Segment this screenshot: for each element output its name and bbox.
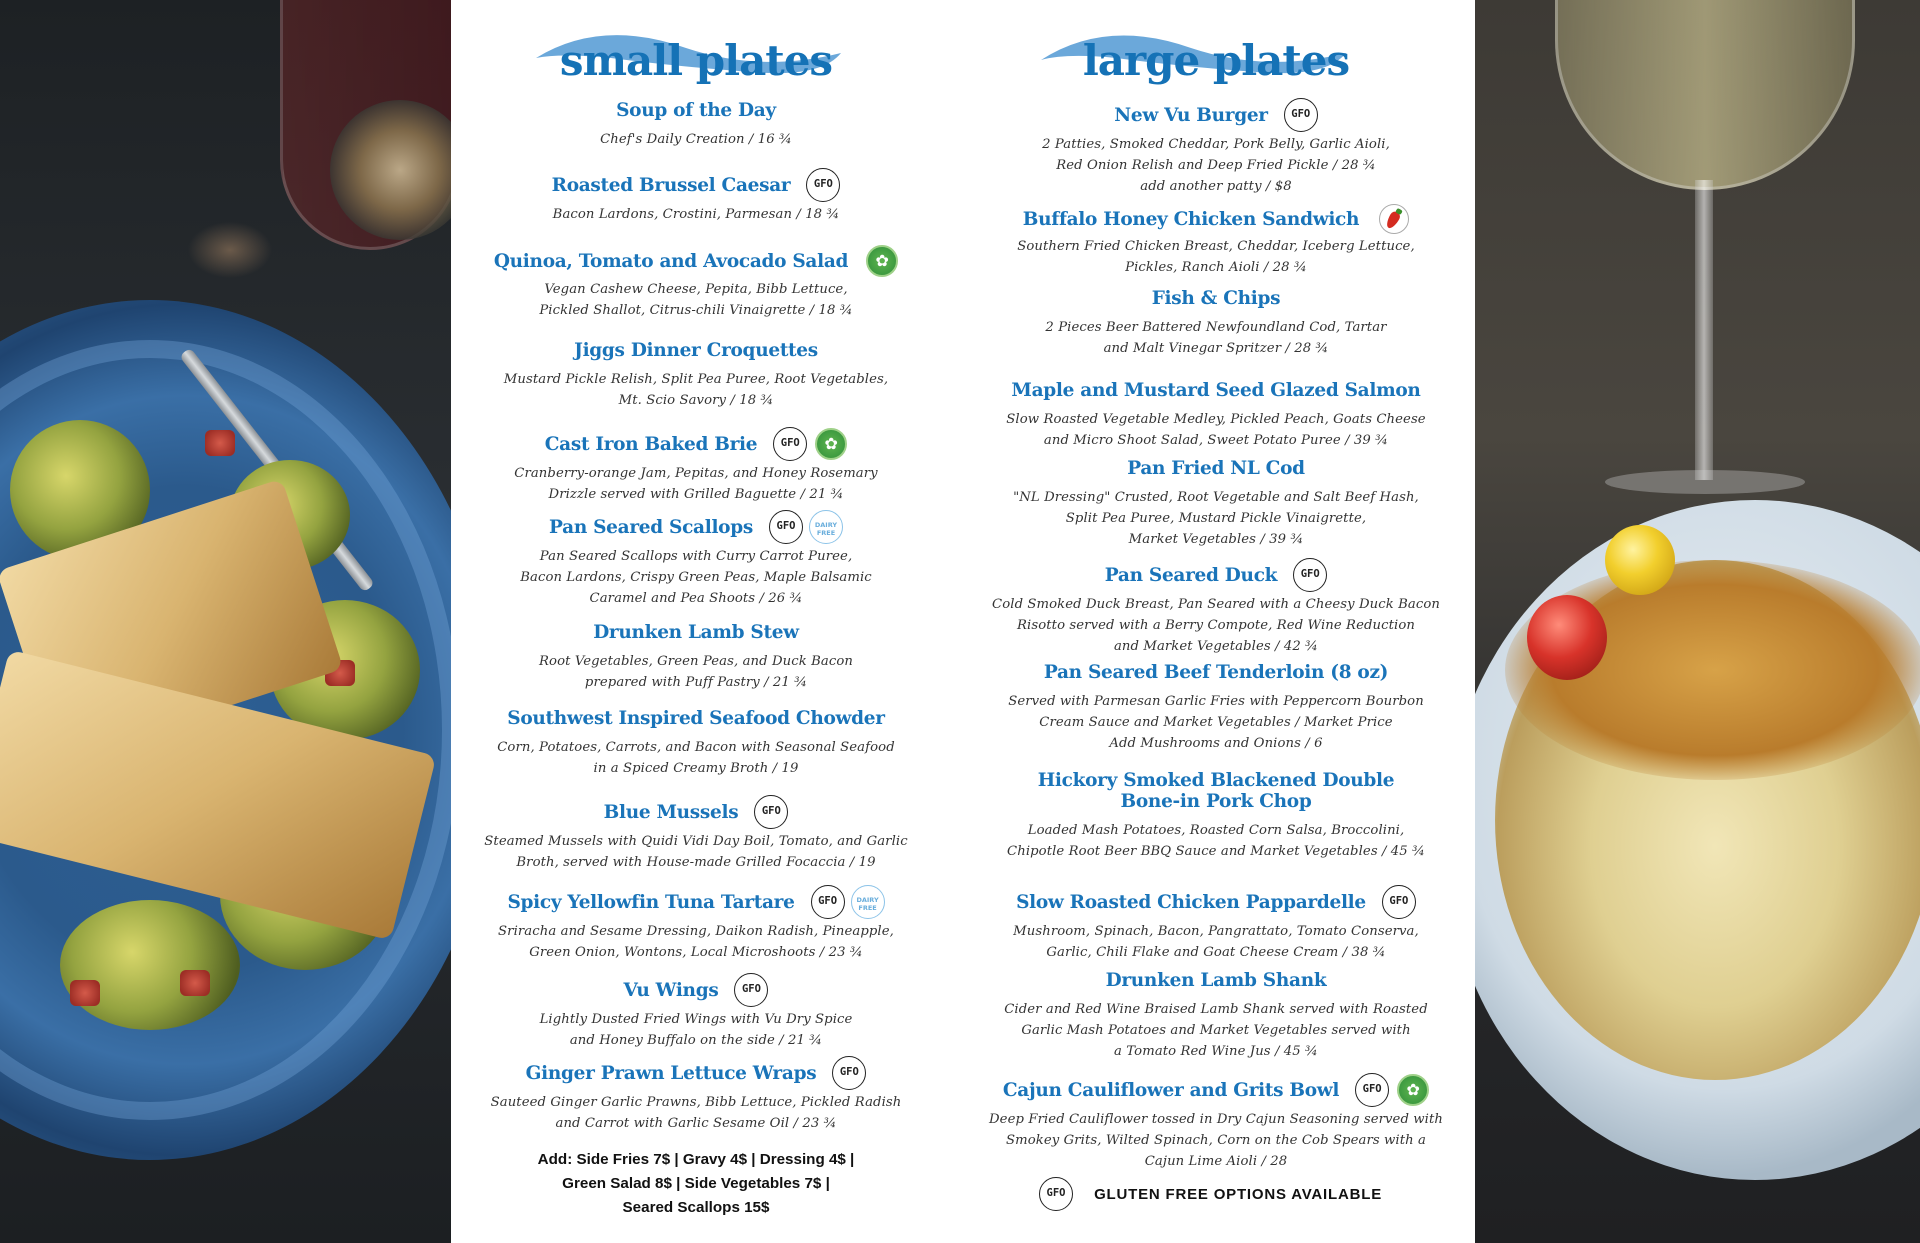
item-description bbox=[451, 651, 941, 693]
dietary-badges bbox=[1278, 98, 1318, 132]
item-name: Pan Seared Scallops bbox=[549, 516, 753, 538]
item-heading bbox=[966, 970, 1466, 991]
menu-item bbox=[451, 510, 941, 609]
item-description bbox=[966, 134, 1466, 197]
item-heading bbox=[451, 1056, 941, 1090]
food-photo-right bbox=[1475, 0, 1920, 1243]
description-line: 2 Patties, Smoked Cheddar, Pork Belly, Garlic Aioli, bbox=[1042, 137, 1390, 152]
description-line: Garlic, Chili Flake and Goat Cheese Cream / 38 ¾ bbox=[1046, 945, 1386, 960]
menu-item bbox=[451, 622, 941, 693]
vegan-leaf-icon: ✿ bbox=[866, 245, 898, 277]
item-description bbox=[451, 1009, 941, 1051]
yellow-tomato-image bbox=[1605, 525, 1675, 595]
item-name: Quinoa, Tomato and Avocado Salad bbox=[493, 250, 849, 272]
menu-item bbox=[966, 558, 1466, 657]
item-name-line-2: Bone-in Pork Chop bbox=[1120, 791, 1312, 812]
item-name: Pan Seared Duck bbox=[1104, 564, 1278, 586]
description-line: Green Onion, Wontons, Local Microshoots / 23 ¾ bbox=[529, 945, 863, 960]
description-line: and Honey Buffalo on the side / 21 ¾ bbox=[569, 1033, 823, 1048]
description-line: Mushroom, Spinach, Bacon, Pangrattato, Tomato Conserva, bbox=[1013, 924, 1419, 939]
menu-item bbox=[451, 100, 941, 150]
dietary-badges bbox=[728, 973, 768, 1007]
item-description bbox=[451, 279, 941, 321]
item-heading bbox=[966, 1073, 1466, 1107]
gfo-badge-icon: GFO bbox=[734, 973, 768, 1007]
item-heading bbox=[451, 510, 941, 544]
vegan-leaf-icon: ✿ bbox=[815, 428, 847, 460]
description-line: and Market Vegetables / 42 ¾ bbox=[1113, 639, 1319, 654]
dairy-free-icon: DAIRY FREE bbox=[809, 510, 843, 544]
description-line: Market Vegetables / 39 ¾ bbox=[1128, 532, 1304, 547]
item-heading bbox=[451, 795, 941, 829]
item-name: Soup of the Day bbox=[616, 100, 776, 121]
chili-pepper-icon bbox=[1379, 204, 1409, 234]
dietary-badges bbox=[826, 1056, 866, 1090]
white-wine-glass-image bbox=[1555, 0, 1855, 190]
item-heading bbox=[966, 380, 1466, 401]
item-description bbox=[451, 204, 941, 225]
description-line: Pickled Shallot, Citrus-chili Vinaigrette / 18 ¾ bbox=[539, 303, 853, 318]
description-line: Deep Fried Cauliflower tossed in Dry Cajun Seasoning served with bbox=[989, 1112, 1443, 1127]
menu-item bbox=[451, 885, 941, 963]
item-description bbox=[966, 999, 1466, 1062]
dietary-badges bbox=[1287, 558, 1327, 592]
description-line: Cold Smoked Duck Breast, Pan Seared with a Cheesy Duck Bacon bbox=[992, 597, 1440, 612]
item-description bbox=[966, 317, 1466, 359]
description-line: Root Vegetables, Green Peas, and Duck Bacon bbox=[539, 654, 853, 669]
dairy-free-icon: DAIRY FREE bbox=[851, 885, 885, 919]
menu-item bbox=[966, 970, 1466, 1062]
description-line: Mustard Pickle Relish, Split Pea Puree, Root Vegetables, bbox=[503, 372, 889, 387]
description-line: Drizzle served with Grilled Baguette / 21 ¾ bbox=[548, 487, 844, 502]
menu-panel bbox=[451, 0, 1475, 1243]
item-heading bbox=[966, 288, 1466, 309]
dietary-badges bbox=[805, 885, 885, 919]
item-heading bbox=[966, 885, 1466, 919]
dietary-badges bbox=[1369, 204, 1409, 234]
menu-item bbox=[966, 885, 1466, 963]
item-name: Drunken Lamb Shank bbox=[1105, 970, 1327, 991]
description-line: Bacon Lardons, Crispy Green Peas, Maple Balsamic bbox=[520, 570, 872, 585]
description-line: prepared with Puff Pastry / 21 ¾ bbox=[584, 675, 808, 690]
description-line: Risotto served with a Berry Compote, Red Wine Reduction bbox=[1017, 618, 1415, 633]
item-heading bbox=[451, 708, 941, 729]
legend-text: GLUTEN FREE OPTIONS AVAILABLE bbox=[1094, 1185, 1383, 1203]
gfo-badge-icon: GFO bbox=[806, 168, 840, 202]
menu-item bbox=[451, 708, 941, 779]
item-heading bbox=[451, 885, 941, 919]
description-line: Split Pea Puree, Mustard Pickle Vinaigrette, bbox=[1065, 511, 1367, 526]
item-description bbox=[451, 463, 941, 505]
description-line: Sauteed Ginger Garlic Prawns, Bibb Lettuce, Pickled Radish bbox=[490, 1095, 902, 1110]
item-heading bbox=[966, 558, 1466, 592]
item-description bbox=[966, 921, 1466, 963]
gfo-badge-icon: GFO bbox=[1293, 558, 1327, 592]
description-line: Garlic Mash Potatoes and Market Vegetables served with bbox=[1021, 1023, 1411, 1038]
item-description bbox=[966, 409, 1466, 451]
menu-item bbox=[451, 245, 941, 321]
menu-item bbox=[451, 973, 941, 1051]
gfo-badge-icon: GFO bbox=[769, 510, 803, 544]
item-description bbox=[966, 1109, 1466, 1172]
red-tomato-image bbox=[1527, 595, 1607, 680]
dietary-badges bbox=[1349, 1073, 1429, 1107]
dietary-badges bbox=[1376, 885, 1416, 919]
item-heading bbox=[966, 770, 1466, 791]
description-line: add another patty / $8 bbox=[1140, 179, 1292, 194]
description-line: Vegan Cashew Cheese, Pepita, Bibb Lettuce, bbox=[544, 282, 848, 297]
description-line: Mt. Scio Savory / 18 ¾ bbox=[618, 393, 774, 408]
gfo-badge-icon: GFO bbox=[832, 1056, 866, 1090]
item-name: Southwest Inspired Seafood Chowder bbox=[507, 708, 885, 729]
gfo-badge-icon: GFO bbox=[1355, 1073, 1389, 1107]
description-line: and Malt Vinegar Spritzer / 28 ¾ bbox=[1103, 341, 1329, 356]
description-line: Chipotle Root Beer BBQ Sauce and Market Vegetables / 45 ¾ bbox=[1007, 844, 1425, 859]
item-heading bbox=[966, 98, 1466, 132]
description-line: 2 Pieces Beer Battered Newfoundland Cod, Tartar bbox=[1045, 320, 1387, 335]
item-description bbox=[451, 1092, 941, 1134]
menu-item bbox=[451, 340, 941, 411]
dietary-badges bbox=[767, 427, 847, 461]
description-line: and Carrot with Garlic Sesame Oil / 23 ¾ bbox=[555, 1116, 837, 1131]
item-description bbox=[966, 594, 1466, 657]
food-photo-left bbox=[0, 0, 451, 1243]
item-description bbox=[451, 921, 941, 963]
gfo-badge-icon: GFO bbox=[773, 427, 807, 461]
item-description bbox=[966, 236, 1466, 278]
description-line: a Tomato Red Wine Jus / 45 ¾ bbox=[1114, 1044, 1318, 1059]
item-description bbox=[451, 546, 941, 609]
description-line: Steamed Mussels with Quidi Vidi Day Boil, Tomato, and Garlic bbox=[484, 834, 908, 849]
description-line: Cajun Lime Aioli / 28 bbox=[1144, 1154, 1288, 1169]
dietary-badges bbox=[858, 245, 898, 277]
gfo-badge-icon: GFO bbox=[754, 795, 788, 829]
description-line: Chef's Daily Creation / 16 ¾ bbox=[600, 132, 792, 147]
gluten-free-legend bbox=[1039, 1177, 1459, 1217]
menu-item bbox=[966, 662, 1466, 754]
item-name: Spicy Yellowfin Tuna Tartare bbox=[507, 891, 795, 913]
description-line: in a Spiced Creamy Broth / 19 bbox=[593, 761, 799, 776]
description-line: Pickles, Ranch Aioli / 28 ¾ bbox=[1125, 260, 1307, 275]
description-line: Served with Parmesan Garlic Fries with Peppercorn Bourbon bbox=[1008, 694, 1424, 709]
vegan-leaf-icon: ✿ bbox=[1397, 1074, 1429, 1106]
description-line: Southern Fried Chicken Breast, Cheddar, Iceberg Lettuce, bbox=[1017, 239, 1415, 254]
item-name: Slow Roasted Chicken Pappardelle bbox=[1016, 891, 1366, 913]
item-name: Ginger Prawn Lettuce Wraps bbox=[525, 1062, 817, 1084]
description-line: and Micro Shoot Salad, Sweet Potato Puree / 39 ¾ bbox=[1043, 433, 1389, 448]
description-line: Lightly Dusted Fried Wings with Vu Dry Spice bbox=[539, 1012, 853, 1027]
item-heading bbox=[966, 204, 1466, 234]
item-heading bbox=[966, 662, 1466, 683]
gfo-badge-icon: GFO bbox=[1039, 1177, 1073, 1211]
item-heading bbox=[451, 427, 941, 461]
description-line: Corn, Potatoes, Carrots, and Bacon with Seasonal Seafood bbox=[497, 740, 895, 755]
item-description bbox=[966, 691, 1466, 754]
description-line: Broth, served with House-made Grilled Focaccia / 19 bbox=[516, 855, 876, 870]
description-line: Cider and Red Wine Braised Lamb Shank served with Roasted bbox=[1004, 1002, 1428, 1017]
item-name: Buffalo Honey Chicken Sandwich bbox=[1022, 208, 1360, 230]
description-line: Slow Roasted Vegetable Medley, Pickled Peach, Goats Cheese bbox=[1006, 412, 1426, 427]
menu-item bbox=[966, 458, 1466, 550]
menu-item bbox=[451, 1056, 941, 1134]
item-heading bbox=[451, 973, 941, 1007]
description-line: Caramel and Pea Shoots / 26 ¾ bbox=[589, 591, 803, 606]
item-description bbox=[451, 369, 941, 411]
item-name: Fish & Chips bbox=[1151, 288, 1281, 309]
menu-item bbox=[966, 1073, 1466, 1172]
menu-item bbox=[451, 427, 941, 505]
item-name: Pan Fried NL Cod bbox=[1127, 458, 1305, 479]
item-heading bbox=[966, 458, 1466, 479]
description-line: Bacon Lardons, Crostini, Parmesan / 18 ¾ bbox=[552, 207, 840, 222]
description-line: Add Mushrooms and Onions / 6 bbox=[1109, 736, 1323, 751]
gfo-badge-icon: GFO bbox=[811, 885, 845, 919]
item-name: New Vu Burger bbox=[1114, 104, 1268, 126]
description-line: Red Onion Relish and Deep Fried Pickle / 28 ¾ bbox=[1056, 158, 1376, 173]
item-heading bbox=[451, 100, 941, 121]
section-title: small plates bbox=[559, 36, 833, 85]
menu-item bbox=[966, 380, 1466, 451]
menu-item bbox=[451, 795, 941, 873]
menu-item bbox=[966, 288, 1466, 359]
menu-item bbox=[966, 770, 1466, 862]
item-name: Drunken Lamb Stew bbox=[593, 622, 799, 643]
item-name: Blue Mussels bbox=[603, 801, 739, 823]
item-description bbox=[451, 737, 941, 779]
description-line: Cream Sauce and Market Vegetables / Market Price bbox=[1039, 715, 1393, 730]
dietary-badges bbox=[800, 168, 840, 202]
item-heading bbox=[451, 168, 941, 202]
description-line: Sriracha and Sesame Dressing, Daikon Radish, Pineapple, bbox=[498, 924, 894, 939]
item-name: Jiggs Dinner Croquettes bbox=[574, 340, 818, 361]
item-name: Hickory Smoked Blackened Double bbox=[1037, 770, 1395, 791]
section-title: large plates bbox=[1082, 36, 1350, 85]
description-line: Cranberry-orange Jam, Pepitas, and Honey Rosemary bbox=[514, 466, 878, 481]
item-name: Vu Wings bbox=[623, 979, 719, 1001]
dietary-badges bbox=[748, 795, 788, 829]
item-description bbox=[966, 487, 1466, 550]
item-heading bbox=[451, 245, 941, 277]
gfo-badge-icon: GFO bbox=[1382, 885, 1416, 919]
item-name: Pan Seared Beef Tenderloin (8 oz) bbox=[1043, 662, 1389, 683]
item-name: Cast Iron Baked Brie bbox=[544, 433, 758, 455]
menu-item bbox=[966, 204, 1466, 278]
item-heading bbox=[451, 340, 941, 361]
item-name: Maple and Mustard Seed Glazed Salmon bbox=[1011, 380, 1421, 401]
item-description bbox=[966, 820, 1466, 862]
gfo-badge-icon: GFO bbox=[1284, 98, 1318, 132]
item-heading bbox=[451, 622, 941, 643]
dietary-badges bbox=[763, 510, 843, 544]
description-line: Smokey Grits, Wilted Spinach, Corn on the Cob Spears with a bbox=[1006, 1133, 1426, 1148]
large-plates-header bbox=[966, 28, 1466, 88]
description-line: "NL Dressing" Crusted, Root Vegetable and Salt Beef Hash, bbox=[1013, 490, 1419, 505]
item-name: Roasted Brussel Caesar bbox=[551, 174, 791, 196]
menu-item bbox=[451, 168, 941, 225]
description-line: Pan Seared Scallops with Curry Carrot Puree, bbox=[539, 549, 853, 564]
small-plates-header bbox=[451, 28, 941, 88]
description-line: Loaded Mash Potatoes, Roasted Corn Salsa, Broccolini, bbox=[1027, 823, 1405, 838]
menu-item bbox=[966, 98, 1466, 197]
item-description bbox=[451, 129, 941, 150]
add-ons: Add: Side Fries 7$ | Gravy 4$ | Dressing 4$ | Green Salad 8$ | Side Vegetables 7$ | Seared Scallops 15$ bbox=[537, 1151, 855, 1216]
item-name: Cajun Cauliflower and Grits Bowl bbox=[1002, 1079, 1340, 1101]
item-description bbox=[451, 831, 941, 873]
